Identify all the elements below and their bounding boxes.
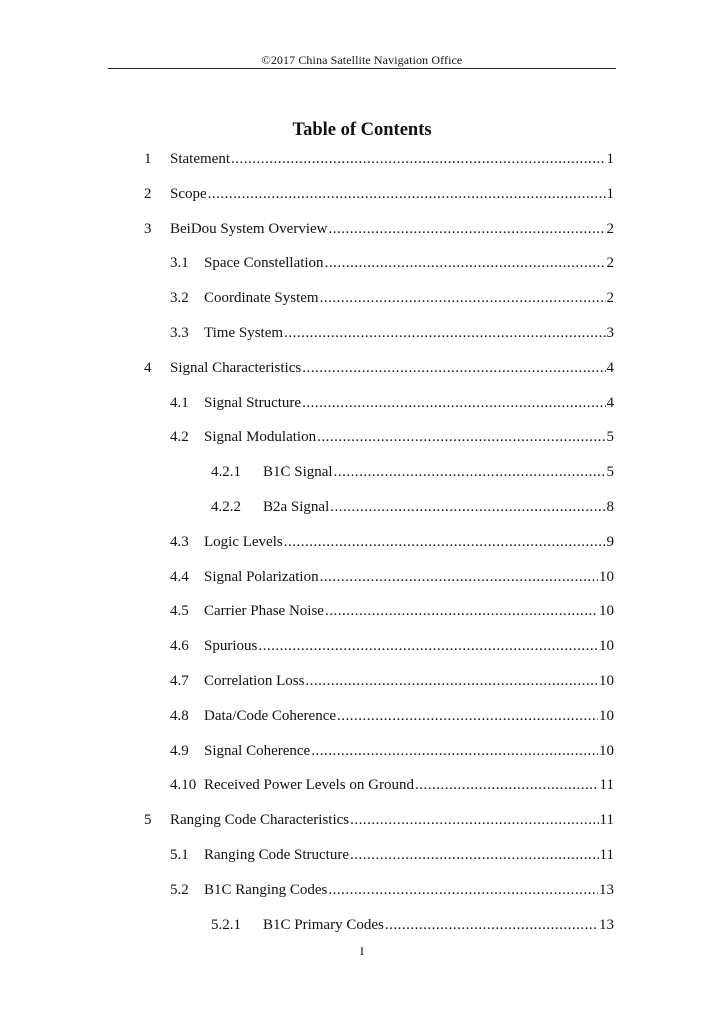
toc-entry-number: 5.2 xyxy=(170,881,189,898)
toc-entry[interactable] xyxy=(170,708,614,730)
toc-entry-page: 10 xyxy=(599,638,614,655)
toc-entry-page: 13 xyxy=(599,916,614,933)
toc-entry-label: Signal Coherence xyxy=(204,742,311,759)
toc-leader-dots xyxy=(258,638,598,655)
toc-entry-label: Statement xyxy=(170,151,230,167)
toc-entry[interactable] xyxy=(144,812,614,834)
toc-entry-label: B2a Signal xyxy=(263,499,330,515)
toc-entry-page: 10 xyxy=(599,742,614,759)
toc-entry-label: Spurious xyxy=(204,638,258,655)
toc-entry-number: 4.1 xyxy=(170,394,189,411)
toc-entry-label: Received Power Levels on Ground xyxy=(204,777,414,794)
toc-entry-page: 10 xyxy=(599,603,614,620)
toc-entry-page: 11 xyxy=(599,777,614,794)
toc-leader-dots xyxy=(320,290,606,307)
toc-entry-number: 4 xyxy=(144,359,152,376)
toc-entry-page: 5 xyxy=(606,464,614,481)
toc-leader-dots xyxy=(328,221,605,238)
toc-entry[interactable] xyxy=(144,151,614,173)
toc-entry-number: 5.1 xyxy=(170,847,189,863)
toc-entry-number: 2 xyxy=(144,185,152,202)
toc-entry[interactable] xyxy=(170,777,614,799)
toc-entry[interactable] xyxy=(170,255,614,277)
toc-entry-label: Carrier Phase Noise xyxy=(204,603,324,620)
toc-entry[interactable] xyxy=(170,429,614,451)
toc-entry-page: 2 xyxy=(606,255,614,272)
toc-entry-page: 13 xyxy=(599,881,614,898)
toc-leader-dots xyxy=(415,777,599,794)
toc-leader-dots xyxy=(302,360,605,377)
toc-entry-page: 4 xyxy=(606,359,614,376)
toc-leader-dots xyxy=(337,708,598,725)
toc-entry-page: 5 xyxy=(606,429,614,446)
toc-leader-dots xyxy=(284,325,605,342)
toc-entry[interactable] xyxy=(170,534,614,556)
toc-entry-label: B1C Primary Codes xyxy=(263,916,384,933)
toc-leader-dots xyxy=(311,743,598,760)
toc-entry-label: Space Constellation xyxy=(204,255,324,272)
toc-leader-dots xyxy=(284,534,606,551)
toc-entry-page: 9 xyxy=(606,533,614,550)
toc-entry-label: Scope xyxy=(170,185,207,202)
toc-entry-label: Time System xyxy=(204,325,284,341)
toc-entry-number: 4.2 xyxy=(170,429,189,446)
toc-entry-label: B1C Ranging Codes xyxy=(204,881,328,898)
toc-entry[interactable] xyxy=(170,395,614,417)
toc-entry[interactable] xyxy=(211,917,614,939)
toc-entry[interactable] xyxy=(170,847,614,869)
header-divider xyxy=(108,68,616,69)
page-header: ©2017 China Satellite Navigation Office xyxy=(261,53,463,67)
toc-entry[interactable] xyxy=(170,603,614,625)
toc-leader-dots xyxy=(302,395,605,412)
toc-entry-label: Ranging Code Characteristics xyxy=(170,812,350,829)
toc-entry-number: 4.10 xyxy=(170,777,197,794)
toc-entry-page: 10 xyxy=(599,568,614,585)
toc-entry[interactable] xyxy=(170,673,614,695)
toc-entry[interactable] xyxy=(144,186,614,208)
toc-entry-label: Correlation Loss xyxy=(204,673,305,689)
toc-entry-page: 10 xyxy=(599,673,614,689)
toc-entry[interactable] xyxy=(170,325,614,347)
toc-entry-page: 1 xyxy=(606,151,614,167)
toc-leader-dots xyxy=(305,673,598,690)
toc-entry-page: 3 xyxy=(606,325,614,341)
toc-entry-page: 2 xyxy=(606,290,614,307)
toc-leader-dots xyxy=(385,917,598,934)
toc-entry[interactable] xyxy=(144,221,614,243)
toc-entry-label: Signal Modulation xyxy=(204,429,317,446)
toc-entry[interactable] xyxy=(170,882,614,904)
toc-entry-number: 4.7 xyxy=(170,673,189,689)
toc-entry-number: 4.6 xyxy=(170,638,189,655)
toc-entry[interactable] xyxy=(170,569,614,591)
toc-entry-number: 4.8 xyxy=(170,707,189,724)
toc-entry-number: 3.2 xyxy=(170,290,189,307)
page-number: I xyxy=(360,944,364,958)
toc-entry-label: Data/Code Coherence xyxy=(204,707,337,724)
toc-leader-dots xyxy=(317,429,605,446)
toc-entry-label: Logic Levels xyxy=(204,533,283,550)
toc-leader-dots xyxy=(330,499,605,516)
toc-entry-number: 5.2.1 xyxy=(211,916,241,933)
toc-entry-page: 1 xyxy=(606,185,614,202)
toc-entry[interactable] xyxy=(170,743,614,765)
toc-entry-page: 11 xyxy=(599,812,614,829)
toc-entry-number: 4.2.2 xyxy=(211,499,241,515)
toc-entry-page: 2 xyxy=(606,220,614,237)
toc-entry-number: 5 xyxy=(144,812,152,829)
toc-entry-label: B1C Signal xyxy=(263,464,333,481)
toc-leader-dots xyxy=(208,186,606,203)
toc-entry[interactable] xyxy=(211,499,614,521)
toc-entry-number: 4.5 xyxy=(170,603,189,620)
toc-entry-number: 4.4 xyxy=(170,568,189,585)
toc-entry-number: 3 xyxy=(144,220,152,237)
toc-entry-label: Coordinate System xyxy=(204,290,319,307)
toc-entry-number: 3.1 xyxy=(170,255,189,272)
toc-entry-page: 10 xyxy=(599,707,614,724)
toc-leader-dots xyxy=(350,847,599,864)
toc-entry-number: 3.3 xyxy=(170,325,189,341)
toc-entry-label: Signal Polarization xyxy=(204,568,319,585)
toc-entry-page: 8 xyxy=(606,499,614,515)
toc-entry[interactable] xyxy=(144,360,614,382)
toc-entry-label: BeiDou System Overview xyxy=(170,220,328,237)
toc-entry[interactable] xyxy=(211,464,614,486)
toc-entry-number: 4.3 xyxy=(170,533,189,550)
toc-entry[interactable] xyxy=(170,638,614,660)
toc-entry-label: Ranging Code Structure xyxy=(204,847,349,863)
toc-leader-dots xyxy=(334,464,606,481)
toc-leader-dots xyxy=(231,151,606,168)
toc-leader-dots xyxy=(350,812,598,829)
toc-entry-page: 11 xyxy=(599,847,614,863)
toc-entry-label: Signal Structure xyxy=(204,394,302,411)
toc-title: Table of Contents xyxy=(292,120,432,140)
toc-entry[interactable] xyxy=(170,290,614,312)
toc-leader-dots xyxy=(328,882,598,899)
toc-entry-number: 4.9 xyxy=(170,742,189,759)
toc-entry-number: 1 xyxy=(144,151,152,167)
toc-leader-dots xyxy=(320,569,598,586)
toc-leader-dots xyxy=(325,255,606,272)
toc-leader-dots xyxy=(325,603,598,620)
toc-entry-label: Signal Characteristics xyxy=(170,359,302,376)
toc-entry-page: 4 xyxy=(606,394,614,411)
toc-entry-number: 4.2.1 xyxy=(211,464,241,481)
